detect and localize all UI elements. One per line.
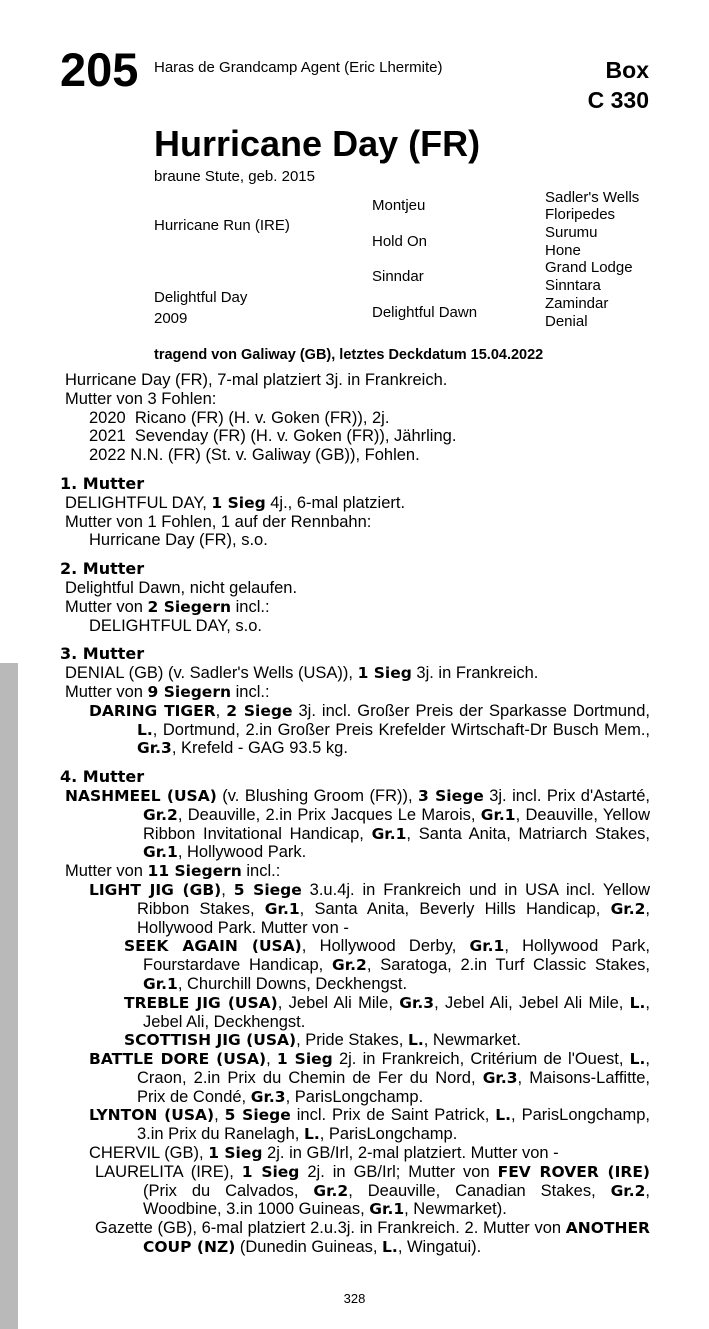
dam-produce-entry: Hurricane Day (FR), s.o. [89,531,268,550]
dam-produce-intro: Mutter von 1 Fohlen, 1 auf der Rennbahn: [65,512,372,531]
dam-produce-entry: BATTLE DORE (USA), 1 Sieg 2j. in Frankreich, Critérium de l'Ouest, L., Craon, 2.in Prix du Chemin de Fer du Nord, Gr.3, Maisons-Laffitte, Prix de Condé, Gr.3, ParisLongchamp. [89,1050,651,1106]
produce-entry: 2022 N.N. (FR) (St. v. Galiway (GB)), Fohlen. [89,446,420,465]
pedigree-sire-sire: Montjeu [372,197,426,214]
pedigree-sire-dam: Hold On [372,233,428,250]
pedigree-g3-5: Grand Lodge [545,259,633,276]
pedigree-dam-year: 2009 [154,310,188,327]
covered-note: tragend von Galiway (GB), letztes Deckdatum 15.04.2022 [154,347,544,363]
produce-intro: Mutter von 3 Fohlen: [65,389,217,408]
section-heading-second-dam: 2. Mutter [60,559,145,579]
pedigree-dam-sire: Sinndar [372,268,424,285]
dam-record: DELIGHTFUL DAY, 1 Sieg 4j., 6-mal platziert. [65,493,406,512]
pedigree-dam: Delightful Day [154,289,248,306]
dam-produce-entry: LAURELITA (IRE), 1 Sieg 2j. in GB/Irl; Mutter von FEV ROVER (IRE) (Prix du Calvados, Gr.2, Deauville, Canadian Stakes, Gr.2, Woodbine, 3.in 1000 Guineas, Gr.1, Newmarket). [95,1162,651,1219]
horse-description: braune Stute, geb. 2015 [154,168,315,185]
catalogue-body [60,371,650,1257]
dam-produce-entry: Gazette (GB), 6-mal platziert 2.u.3j. in Frankreich. 2. Mutter von ANOTHER COUP (NZ) (Dunedin Guineas, L., Wingatui). [95,1219,650,1257]
dam-produce-entry: LIGHT JIG (GB), 5 Siege 3.u.4j. in Frankreich und in USA incl. Yellow Ribbon Stakes, Gr.1, Santa Anita, Beverly Hills Handicap, Gr.2, Hollywood Park. Mutter von - [89,880,651,937]
dam-produce-entry: SCOTTISH JIG (USA), Pride Stakes, L., Newmarket. [124,1031,521,1050]
pedigree-g3-8: Denial [545,313,588,330]
dam-produce-entry: DARING TIGER, 2 Siege 3j. incl. Großer Preis der Sparkasse Dortmund, L., Dortmund, 2.in Großer Preis Krefelder Wirtschaft-Dr Busch Mem., Gr.3, Krefeld - GAG 93.5 kg. [89,701,650,758]
dam-produce-entry: LYNTON (USA), 5 Siege incl. Prix de Saint Patrick, L., ParisLongchamp, 3.in Prix du Ranelagh, L., ParisLongchamp. [89,1106,650,1144]
pedigree-dam-dam: Delightful Dawn [372,304,478,321]
dam-produce-entry: DELIGHTFUL DAY, s.o. [89,616,262,635]
section-heading-fourth-dam: 4. Mutter [60,767,145,787]
pedigree-g3-7: Zamindar [545,295,609,312]
race-record: Hurricane Day (FR), 7-mal platziert 3j. in Frankreich. [65,371,448,389]
dam-produce-intro: Mutter von 11 Siegern incl.: [65,862,281,881]
agent-name: Haras de Grandcamp Agent (Eric Lhermite) [154,59,443,76]
produce-entry: 2020 Ricano (FR) (H. v. Goken (FR)), 2j. [89,408,390,427]
dam-record: NASHMEEL (USA) (v. Blushing Groom (FR)), 3 Siege 3j. incl. Prix d'Astarté, Gr.2, Deauville, 2.in Prix Jacques Le Marois, Gr.1, Deauville, Yellow Ribbon Invitational Handicap, Gr.1, Santa Anita, Matriarch Stakes, Gr.1, Hollywood Park. [65,786,650,862]
section-heading-first-dam: 1. Mutter [60,473,145,493]
box-number: C 330 [587,87,649,113]
dam-record: DENIAL (GB) (v. Sadler's Wells (USA)), 1 Sieg 3j. in Frankreich. [65,664,539,683]
page-number: 328 [343,1291,366,1306]
pedigree-g3-2: Floripedes [545,206,616,223]
dam-produce-entry: TREBLE JIG (USA), Jebel Ali Mile, Gr.3, Jebel Ali, Jebel Ali Mile, L., Jebel Ali, Deckhengst. [124,993,650,1031]
dam-record: Delightful Dawn, nicht gelaufen. [65,578,298,597]
pedigree-sire: Hurricane Run (IRE) [154,217,290,234]
lot-number: 205 [60,43,139,96]
dam-produce-entry: CHERVIL (GB), 1 Sieg 2j. in GB/Irl, 2-mal platziert. Mutter von - [89,1144,559,1163]
section-heading-third-dam: 3. Mutter [60,644,145,664]
page-side-tab [0,663,18,1329]
dam-produce-intro: Mutter von 9 Siegern incl.: [65,682,270,701]
pedigree-g3-4: Hone [545,242,581,259]
box-label: Box [605,57,649,83]
box-location [588,55,649,115]
dam-produce-intro: Mutter von 2 Siegern incl.: [65,597,270,616]
pedigree-g3-1: Sadler's Wells [545,189,640,206]
pedigree-g3-3: Surumu [545,224,598,241]
dam-produce-entry: SEEK AGAIN (USA), Hollywood Derby, Gr.1, Hollywood Park, Fourstardave Handicap, Gr.2, Saratoga, 2.in Turf Classic Stakes, Gr.1, Churchill Downs, Deckhengst. [124,937,650,993]
horse-name: Hurricane Day (FR) [154,123,481,164]
produce-entry: 2021 Sevenday (FR) (H. v. Goken (FR)), Jährling. [89,427,457,446]
pedigree-g3-6: Sinntara [545,277,601,294]
